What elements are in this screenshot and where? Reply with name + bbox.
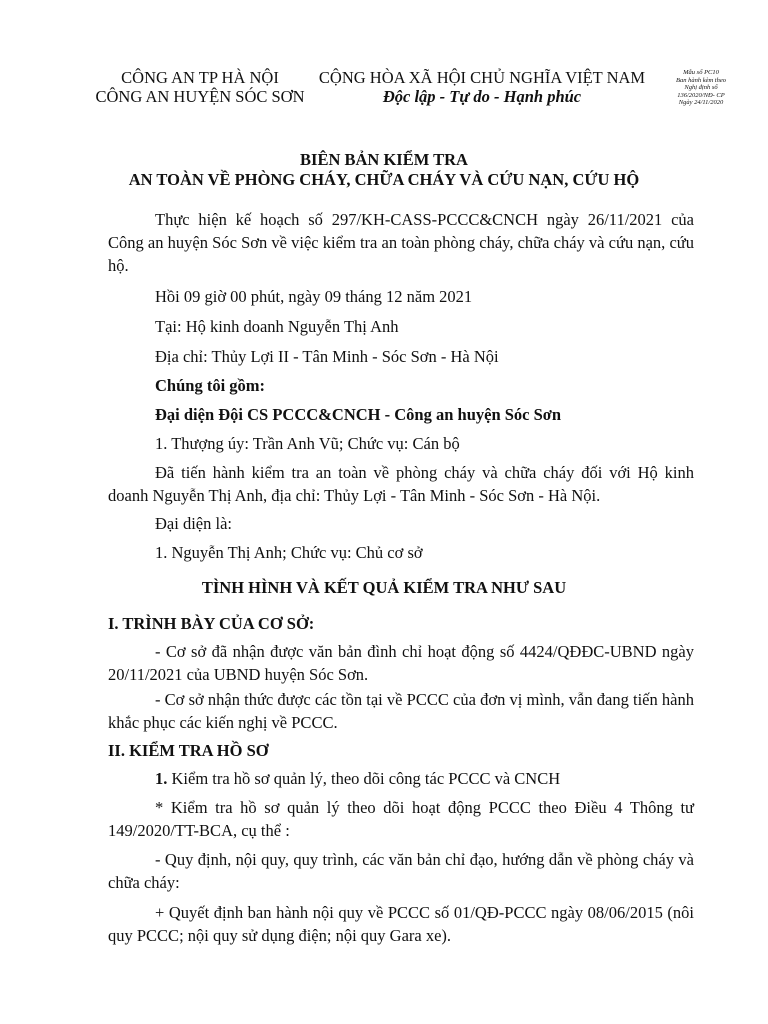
form-note-line: 136/2020/NĐ- CP (677, 91, 725, 99)
national-header (312, 68, 652, 106)
we-include-line (108, 374, 694, 397)
time-line (108, 285, 694, 308)
section-2-item-1-label: Kiểm tra hồ sơ quản lý, theo dõi công tác PCCC và CNCH (167, 769, 561, 788)
section-1-item-2-text: - Cơ sở nhận thức được các tồn tại về PCCC của đơn vị mình, vẫn đang tiến hành khắc phục các kiến nghị về PCCC. (108, 690, 694, 732)
rep-label-text: Đại diện là: (155, 514, 232, 533)
section-2-heading: II. KIỂM TRA HỒ SƠ (108, 741, 269, 760)
section-2-item-4 (108, 901, 694, 947)
place-text: Tại: Hộ kinh doanh Nguyễn Thị Anh (155, 317, 399, 336)
form-note-line: Mẫu số PC10 (683, 69, 719, 76)
agency-line-2: CÔNG AN HUYỆN SÓC SƠN (95, 87, 305, 106)
section-1-item-1 (108, 640, 694, 686)
section-2-item-1-number: 1. (155, 769, 168, 788)
rep-label-line (108, 512, 694, 535)
section-2-item-1-text (108, 767, 694, 790)
section-2-item-2 (108, 796, 694, 842)
member-1-text: 1. Thượng úy: Trần Anh Vũ; Chức vụ: Cán bộ (155, 434, 460, 453)
form-note-line: Ngày 24/11/2020 (678, 99, 724, 107)
rep-1-line (108, 541, 694, 564)
section-1-heading: I. TRÌNH BÀY CỦA CƠ SỞ: (108, 614, 315, 633)
results-heading: TÌNH HÌNH VÀ KẾT QUẢ KIỂM TRA NHƯ SAU (201, 578, 567, 597)
form-note (662, 69, 740, 107)
section-2-item-1 (108, 767, 694, 790)
intro-paragraph: Thực hiện kế hoạch số 297/KH-CASS-PCCC&CNCH ngày 26/11/2021 của Công an huyện Sóc Sơn về việc kiểm tra an toàn phòng cháy, chữa cháy và cứu nạn, cứu hộ. (108, 210, 694, 275)
form-note-line: Nghị định số (684, 84, 718, 92)
section-2-item-3 (108, 848, 694, 894)
rep-1-text: 1. Nguyễn Thị Anh; Chức vụ: Chủ cơ sở (155, 543, 423, 562)
intro-block (108, 208, 694, 277)
form-note-line: Ban hành kèm theo (675, 76, 726, 84)
section-1-item-1-text: - Cơ sở đã nhận được văn bản đình chỉ hoạt động số 4424/QĐĐC-UBND ngày 20/11/2021 của UBND huyện Sóc Sơn. (108, 642, 694, 684)
address-text: Địa chỉ: Thủy Lợi II - Tân Minh - Sóc Sơn - Hà Nội (155, 347, 499, 366)
section-2-item-4-text: + Quyết định ban hành nội quy về PCCC số 01/QĐ-PCCC ngày 08/06/2015 (nôi quy PCCC; nội quy sử dụng điện; nội quy Gara xe). (108, 903, 694, 945)
section-2-item-3-text: - Quy định, nội quy, quy trình, các văn bản chỉ đạo, hướng dẫn về phòng cháy và chữa cháy: (108, 850, 694, 892)
document-subtitle: AN TOÀN VỀ PHÒNG CHÁY, CHỮA CHÁY VÀ CỨU NẠN, CỨU HỘ (128, 170, 640, 189)
conducted-block (108, 461, 694, 507)
conducted-paragraph: Đã tiến hành kiểm tra an toàn về phòng cháy và chữa cháy đối với Hộ kinh doanh Nguyễn Thị Anh, địa chỉ: Thủy Lợi - Tân Minh - Sóc Sơn - Hà Nội. (108, 463, 694, 505)
we-include-text: Chúng tôi gồm: (155, 376, 266, 395)
section-1-item-2 (108, 688, 694, 734)
member-1-line (108, 432, 694, 455)
rep-team-text: Đại diện Đội CS PCCC&CNCH - Công an huyện Sóc Sơn (155, 405, 562, 424)
issuing-agency (90, 68, 310, 106)
section-2-item-2-text: * Kiểm tra hồ sơ quản lý theo dõi hoạt động PCCC theo Điều 4 Thông tư 149/2020/TT-BCA, cụ thể : (108, 798, 694, 840)
national-motto: Độc lập - Tự do - Hạnh phúc (382, 87, 582, 106)
nation-name: CỘNG HÒA XÃ HỘI CHỦ NGHĨA VIỆT NAM (318, 68, 646, 87)
place-line (108, 315, 694, 338)
document-title: BIÊN BẢN KIỂM TRA (300, 150, 468, 169)
address-line (108, 345, 694, 368)
agency-line-1: CÔNG AN TP HÀ NỘI (121, 68, 279, 87)
time-text: Hồi 09 giờ 00 phút, ngày 09 tháng 12 năm 2021 (155, 287, 473, 306)
rep-team-line (108, 403, 694, 426)
